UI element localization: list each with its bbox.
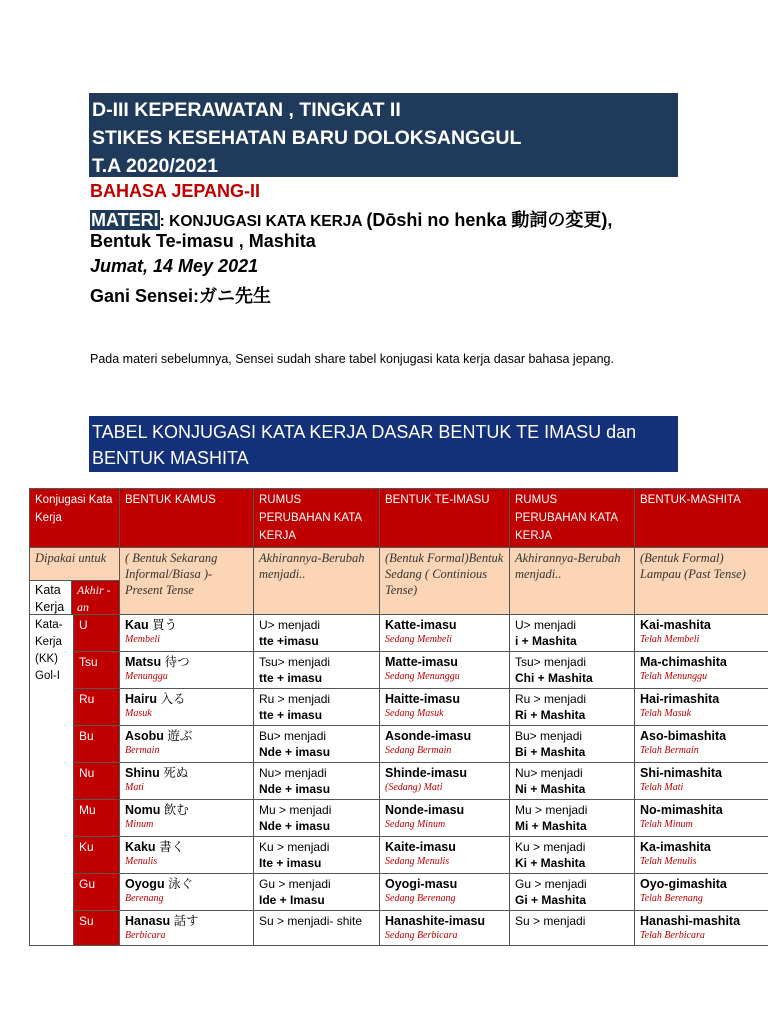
- mashita-form: Ka-imashita: [640, 840, 711, 854]
- rule-text: Gu > menjadi: [515, 877, 587, 891]
- group-label-cell: [30, 615, 74, 946]
- verb-meaning: Menulis: [125, 856, 158, 867]
- group-line: Kerja: [35, 636, 62, 648]
- rule-cell: [510, 763, 635, 800]
- rule-text: Ru > menjadi: [515, 692, 587, 706]
- verb-japanese: 飲む: [163, 803, 189, 817]
- rule-result: Ri + Mashita: [515, 708, 586, 722]
- table-row: [30, 837, 768, 874]
- rule-cell: [254, 689, 380, 726]
- ending-cell: Mu: [74, 800, 120, 837]
- teimasu-cell: [380, 911, 510, 946]
- teimasu-meaning: Sedang Berbicara: [385, 930, 458, 941]
- header-cell: RUMUS PERUBAHAN KATA KERJA: [510, 489, 635, 548]
- kamus-cell: [120, 911, 254, 946]
- rule-cell: [510, 652, 635, 689]
- rule-cell: [510, 615, 635, 652]
- teimasu-form: Asonde-imasu: [385, 729, 472, 743]
- verb-romaji: Oyogu: [125, 877, 165, 891]
- table-row: [30, 689, 768, 726]
- akhiran-label: Akhir -an: [72, 580, 119, 614]
- usage-label: Dipakai untuk: [35, 551, 107, 565]
- kamus-cell: [120, 726, 254, 763]
- rule-result: Bi + Mashita: [515, 745, 586, 759]
- conjugation-table: [29, 488, 768, 946]
- teimasu-form: Oyogi-masu: [385, 877, 458, 891]
- sensei-line: Gani Sensei:ガニ先生: [90, 286, 272, 306]
- bentuk-line: Bentuk Te-imasu , Mashita: [90, 231, 316, 251]
- rule-text: Nu> menjadi: [515, 766, 583, 780]
- rule-text: Mu > menjadi: [259, 803, 332, 817]
- teimasu-form: Hanashite-imasu: [385, 914, 486, 928]
- mashita-cell: [635, 689, 768, 726]
- mashita-form: Oyo-gimashita: [640, 877, 727, 891]
- mashita-meaning: Telah Mati: [640, 782, 684, 793]
- kamus-cell: [120, 874, 254, 911]
- teimasu-form: Kaite-imasu: [385, 840, 456, 854]
- header-cell: RUMUS PERUBAHAN KATA KERJA: [254, 489, 380, 548]
- verb-romaji: Asobu: [125, 729, 164, 743]
- kamus-cell: [120, 800, 254, 837]
- verb-romaji: Kau: [125, 618, 149, 632]
- mashita-meaning: Telah Berbicara: [640, 930, 705, 941]
- teimasu-cell: [380, 800, 510, 837]
- rule-cell: [254, 763, 380, 800]
- kamus-cell: [120, 652, 254, 689]
- mashita-meaning: Telah Bermain: [640, 745, 699, 756]
- teimasu-form: Nonde-imasu: [385, 803, 465, 817]
- teimasu-cell: [380, 726, 510, 763]
- rule-text: Tsu> menjadi: [515, 655, 587, 669]
- mashita-cell: [635, 911, 768, 946]
- verb-romaji: Hairu: [125, 692, 157, 706]
- teimasu-meaning: (Sedang) Mati: [385, 782, 443, 793]
- verb-japanese: 話す: [173, 914, 199, 928]
- verb-romaji: Matsu: [125, 655, 162, 669]
- teimasu-cell: [380, 874, 510, 911]
- kamus-cell: [120, 689, 254, 726]
- header-line-2: STIKES KESEHATAN BARU DOLOKSANGGUL: [92, 127, 522, 149]
- intro-paragraph: Pada materi sebelumnya, Sensei sudah share tabel konjugasi kata kerja dasar bahasa jepang.: [90, 352, 614, 366]
- teimasu-form: Katte-imasu: [385, 618, 457, 632]
- kamus-cell: [120, 837, 254, 874]
- rule-text: Ru > menjadi: [259, 692, 331, 706]
- mashita-form: Ma-chimashita: [640, 655, 727, 669]
- mashita-cell: [635, 800, 768, 837]
- rule-cell: [510, 689, 635, 726]
- header-cell: BENTUK TE-IMASU: [380, 489, 510, 548]
- teimasu-form: Shinde-imasu: [385, 766, 467, 780]
- teimasu-meaning: Sedang Bermain: [385, 745, 452, 756]
- subject-title: BAHASA JEPANG-II: [90, 181, 261, 201]
- table-row: [30, 911, 768, 946]
- desc-cell: (Bentuk Formal) Lampau (Past Tense): [635, 548, 768, 615]
- rule-result: Nde + imasu: [259, 745, 331, 759]
- ending-cell: Nu: [74, 763, 120, 800]
- rule-text: Mu > menjadi: [515, 803, 588, 817]
- rule-result: tte + imasu: [259, 671, 323, 685]
- teimasu-cell: [380, 615, 510, 652]
- rule-result: Ide + Imasu: [259, 893, 325, 907]
- teimasu-meaning: Sedang Menulis: [385, 856, 450, 867]
- rule-result: Mi + Mashita: [515, 819, 587, 833]
- date-line: Jumat, 14 Mey 2021: [90, 256, 259, 276]
- verb-meaning: Mati: [125, 782, 144, 793]
- mashita-cell: [635, 652, 768, 689]
- mashita-form: Kai-mashita: [640, 618, 711, 632]
- kata-kerja-label: Kata Kerja: [30, 580, 72, 614]
- rule-cell: [254, 800, 380, 837]
- mashita-meaning: Telah Berenang: [640, 893, 703, 904]
- teimasu-meaning: Sedang Minum: [385, 819, 446, 830]
- verb-meaning: Masuk: [125, 708, 152, 719]
- verb-meaning: Minum: [125, 819, 154, 830]
- desc-cell: Akhirannya-Berubah menjadi..: [510, 548, 635, 615]
- teimasu-form: Matte-imasu: [385, 655, 458, 669]
- kamus-cell: [120, 615, 254, 652]
- materi-label: MATERI: [91, 210, 159, 230]
- rule-cell: [510, 726, 635, 763]
- verb-meaning: Berbicara: [125, 930, 166, 941]
- rule-text: Tsu> menjadi: [259, 655, 331, 669]
- rule-cell: [254, 874, 380, 911]
- table-header-row: [30, 489, 768, 548]
- rule-text: Su > menjadi: [515, 914, 586, 928]
- teimasu-cell: [380, 763, 510, 800]
- mashita-form: Shi-nimashita: [640, 766, 722, 780]
- rule-result: tte +imasu: [259, 634, 319, 648]
- table-row: [30, 800, 768, 837]
- rule-cell: [510, 800, 635, 837]
- mashita-cell: [635, 837, 768, 874]
- rule-cell: [254, 615, 380, 652]
- header-cell: BENTUK-MASHITA: [635, 489, 768, 548]
- verb-japanese: 待つ: [164, 655, 190, 669]
- document-header: [89, 93, 678, 177]
- rule-cell: [510, 874, 635, 911]
- verb-romaji: Hanasu: [125, 914, 171, 928]
- mashita-cell: [635, 874, 768, 911]
- table-row: [30, 615, 768, 652]
- materi-line: [90, 206, 612, 232]
- teimasu-meaning: Sedang Berenang: [385, 893, 456, 904]
- mashita-meaning: Telah Menulis: [640, 856, 697, 867]
- header-line-1: D-III KEPERAWATAN , TINGKAT II: [92, 99, 401, 121]
- mashita-form: No-mimashita: [640, 803, 723, 817]
- verb-romaji: Nomu: [125, 803, 161, 817]
- teimasu-cell: [380, 689, 510, 726]
- rule-text: Gu > menjadi: [259, 877, 331, 891]
- rule-result: Ni + Mashita: [515, 782, 586, 796]
- ending-cell: U: [74, 615, 120, 652]
- rule-cell: [254, 911, 380, 946]
- rule-result: i + Mashita: [515, 634, 577, 648]
- verb-japanese: 泳ぐ: [168, 877, 194, 891]
- verb-japanese: 遊ぶ: [167, 729, 193, 743]
- mashita-form: Aso-bimashita: [640, 729, 727, 743]
- group-line: (KK): [35, 653, 58, 665]
- rule-cell: [510, 837, 635, 874]
- table-description-row: [30, 548, 768, 615]
- mashita-form: Hanashi-mashita: [640, 914, 741, 928]
- verb-romaji: Shinu: [125, 766, 160, 780]
- mashita-cell: [635, 726, 768, 763]
- rule-text: Ku > menjadi: [259, 840, 330, 854]
- table-row: [30, 763, 768, 800]
- rule-text: U> menjadi: [515, 618, 577, 632]
- mashita-form: Hai-rimashita: [640, 692, 720, 706]
- rule-text: Su > menjadi- shite: [259, 914, 363, 928]
- kamus-cell: [120, 763, 254, 800]
- header-cell: BENTUK KAMUS: [120, 489, 254, 548]
- teimasu-form: Haitte-imasu: [385, 692, 461, 706]
- rule-result: Nde + imasu: [259, 819, 331, 833]
- desc-cell: ( Bentuk Sekarang Informal/Biasa )-Present Tense: [120, 548, 254, 615]
- teimasu-meaning: Sedang Masuk: [385, 708, 444, 719]
- rule-result: tte + imasu: [259, 708, 323, 722]
- materi-text: : KONJUGASI KATA KERJA: [159, 213, 367, 230]
- rule-result: Ite + imasu: [259, 856, 322, 870]
- table-row: [30, 652, 768, 689]
- desc-cell: Akhirannya-Berubah menjadi..: [254, 548, 380, 615]
- table-title: TABEL KONJUGASI KATA KERJA DASAR BENTUK TE IMASU dan BENTUK MASHITA: [89, 416, 678, 472]
- rule-text: Nu> menjadi: [259, 766, 327, 780]
- rule-text: Bu> menjadi: [259, 729, 327, 743]
- verb-japanese: 死ぬ: [163, 766, 189, 780]
- teimasu-cell: [380, 652, 510, 689]
- verb-japanese: 書く: [159, 840, 185, 854]
- group-line: Kata-: [35, 619, 63, 631]
- rule-result: Gi + Mashita: [515, 893, 587, 907]
- desc-cell: (Bentuk Formal)Bentuk Sedang ( Continious Tense): [380, 548, 510, 615]
- group-line: Gol-I: [35, 670, 60, 682]
- mashita-meaning: Telah Membeli: [640, 634, 700, 645]
- header-cell: Konjugasi Kata Kerja: [30, 489, 120, 548]
- table-row: [30, 874, 768, 911]
- rule-cell: [254, 837, 380, 874]
- teimasu-meaning: Sedang Menunggu: [385, 671, 460, 682]
- rule-result: Chi + Mashita: [515, 671, 593, 685]
- rule-text: Bu> menjadi: [515, 729, 583, 743]
- ending-cell: Ru: [74, 689, 120, 726]
- rule-result: Ki + Mashita: [515, 856, 586, 870]
- ending-cell: Bu: [74, 726, 120, 763]
- mashita-cell: [635, 763, 768, 800]
- ending-cell: Gu: [74, 874, 120, 911]
- verb-meaning: Menunggu: [125, 671, 168, 682]
- mashita-meaning: Telah Masuk: [640, 708, 692, 719]
- teimasu-meaning: Sedang Membeli: [385, 634, 452, 645]
- verb-meaning: Berenang: [125, 893, 164, 904]
- verb-japanese: 入る: [160, 692, 186, 706]
- mashita-meaning: Telah Minum: [640, 819, 693, 830]
- materi-japanese: (Dōshi no henka 動詞の変更),: [366, 210, 613, 230]
- rule-cell: [510, 911, 635, 946]
- table-row: [30, 726, 768, 763]
- mashita-meaning: Telah Menunggu: [640, 671, 708, 682]
- verb-meaning: Bermain: [125, 745, 160, 756]
- verb-meaning: Membeli: [125, 634, 160, 645]
- ending-cell: Tsu: [74, 652, 120, 689]
- rule-result: Nde + imasu: [259, 782, 331, 796]
- teimasu-cell: [380, 837, 510, 874]
- usage-cell: [30, 548, 120, 615]
- ending-cell: Su: [74, 911, 120, 946]
- mashita-cell: [635, 615, 768, 652]
- rule-cell: [254, 652, 380, 689]
- rule-text: U> menjadi: [259, 618, 321, 632]
- verb-romaji: Kaku: [125, 840, 156, 854]
- ending-cell: Ku: [74, 837, 120, 874]
- verb-japanese: 買う: [152, 618, 178, 632]
- header-line-3: T.A 2020/2021: [92, 155, 219, 177]
- rule-cell: [254, 726, 380, 763]
- rule-text: Ku > menjadi: [515, 840, 586, 854]
